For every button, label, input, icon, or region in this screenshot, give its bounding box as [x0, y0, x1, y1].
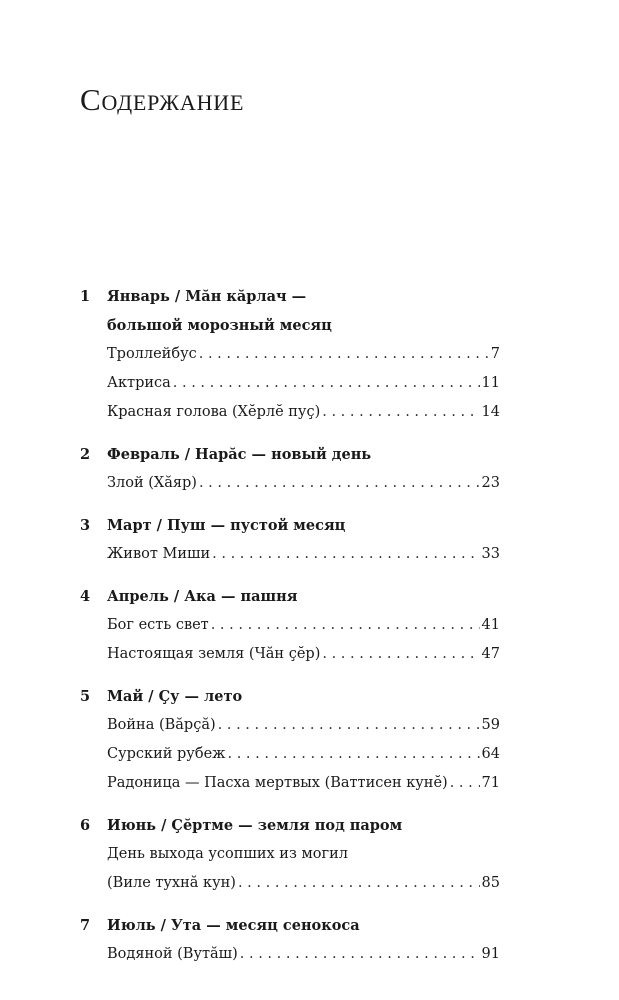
entry-page: 7	[490, 346, 500, 362]
toc-entry[interactable]	[107, 540, 500, 569]
toc-section-4	[80, 582, 500, 669]
dot-leader	[450, 769, 480, 798]
entry-title: Война (Вăрçă)	[107, 717, 216, 733]
entry-page: 33	[481, 546, 500, 562]
entry-title: (Виле тухнă кун)	[107, 875, 236, 891]
section-title: Июнь / Çĕртме — земля под паром	[107, 817, 403, 834]
section-number: 1	[80, 288, 91, 305]
entry-title: Красная голова (Хĕрлĕ пуç)	[107, 404, 321, 420]
section-number: 7	[80, 917, 91, 934]
toc-section-3	[80, 511, 500, 569]
section-number: 3	[80, 517, 91, 534]
dot-leader	[199, 469, 480, 498]
toc-entry[interactable]	[107, 640, 500, 669]
toc-entry[interactable]	[107, 711, 500, 740]
toc-section-2	[80, 440, 500, 498]
entry-title: Троллейбус	[107, 346, 197, 362]
entry-title: Настоящая земля (Чăн çĕр)	[107, 646, 321, 662]
entry-title: Живот Миши	[107, 546, 211, 562]
entry-page: 47	[481, 646, 500, 662]
page-title: Содержание	[80, 82, 245, 117]
section-number: 4	[80, 588, 91, 605]
dot-leader	[199, 340, 489, 369]
dot-leader	[322, 640, 479, 669]
dot-leader	[240, 940, 480, 969]
entry-title: Радоница — Пасха мертвых (Ваттисен кунĕ)	[107, 775, 448, 791]
toc-entry[interactable]	[107, 369, 500, 398]
entry-page: 11	[481, 375, 500, 391]
entry-page: 64	[481, 746, 500, 762]
toc-entry[interactable]	[107, 740, 500, 769]
toc-entry[interactable]	[107, 869, 500, 898]
section-title: Май / Çу — лето	[107, 688, 243, 705]
toc-entry[interactable]	[107, 340, 500, 369]
toc-entry[interactable]	[107, 769, 500, 798]
dot-leader	[173, 369, 480, 398]
dot-leader	[211, 611, 480, 640]
dot-leader	[218, 711, 480, 740]
toc-entry[interactable]	[107, 940, 500, 969]
entry-page: 23	[481, 475, 500, 491]
section-title: Июль / Ута — месяц сенокоса	[107, 917, 360, 934]
entry-page: 14	[481, 404, 500, 420]
entry-title: Актриса	[107, 375, 171, 391]
table-of-contents	[80, 282, 500, 982]
dot-leader	[228, 740, 480, 769]
section-title: Апрель / Ака — пашня	[107, 588, 298, 605]
section-number: 2	[80, 446, 91, 463]
section-number: 5	[80, 688, 91, 705]
entry-page: 91	[481, 946, 500, 962]
section-title: Март / Пуш — пустой месяц	[107, 517, 346, 534]
toc-entry[interactable]	[107, 398, 500, 427]
entry-title: Бог есть свет	[107, 617, 209, 633]
entry-title: Сурский рубеж	[107, 746, 226, 762]
dot-leader	[238, 869, 480, 898]
toc-entry[interactable]	[107, 611, 500, 640]
toc-section-6	[80, 811, 500, 898]
entry-title: Злой (Хăяр)	[107, 475, 197, 491]
entry-page: 71	[481, 775, 500, 791]
entry-page: 85	[481, 875, 500, 891]
toc-entry[interactable]	[107, 469, 500, 498]
entry-title: Водяной (Вутăш)	[107, 946, 238, 962]
dot-leader	[212, 540, 479, 569]
toc-section-5	[80, 682, 500, 798]
section-number: 6	[80, 817, 91, 834]
entry-page: 41	[481, 617, 500, 633]
entry-title-continued[interactable]: День выхода усопших из могил	[107, 846, 348, 862]
section-title: Январь / Мăн кăрлач — большой морозный месяц	[107, 288, 332, 334]
entry-page: 59	[481, 717, 500, 733]
dot-leader	[322, 398, 479, 427]
toc-section-1	[80, 282, 500, 427]
toc-section-7	[80, 911, 500, 969]
section-title: Февраль / Нарăс — новый день	[107, 446, 372, 463]
